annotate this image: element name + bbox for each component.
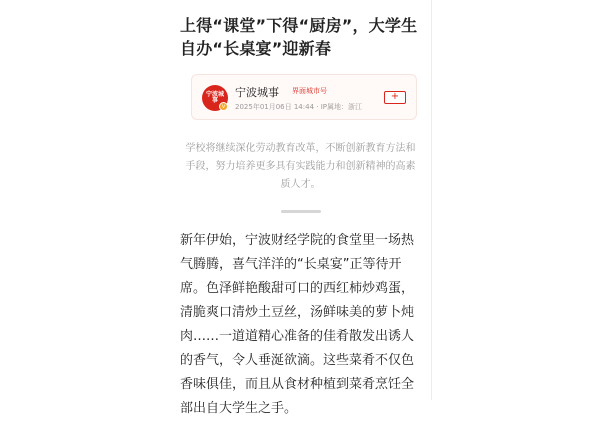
follow-button[interactable]: +	[384, 91, 406, 104]
section-divider	[281, 210, 321, 213]
author-card[interactable]	[191, 74, 417, 120]
article-paragraph: 新年伊始，宁波财经学院的食堂里一场热气腾腾，喜气洋洋的“长桌宴”正等待开席。色泽鲜艳酸甜可口的西红柿炒鸡蛋，清脆爽口清炒土豆丝，汤鲜味美的萝卜炖肉……一道道精心准备的佳肴散发出诱人的香气，令人垂涎欲滴。这些菜肴不仅色香味俱佳，而且从食材种植到菜肴烹饪全部出自大学生之手。	[180, 233, 415, 416]
avatar-logo-text: 宁波城事	[205, 91, 224, 104]
article-summary: 学校将继续深化劳动教育改革，不断创新教育方法和手段，努力培养更多具有实践能力和创新精神的高素质人才。	[185, 143, 416, 190]
publish-meta: 2025年01月06日 14:44 · IP属地：浙江	[235, 103, 362, 111]
author-tag: 界面城市号	[292, 87, 327, 95]
author-name[interactable]: 宁波城事	[235, 86, 279, 99]
right-blank-panel	[431, 0, 600, 400]
verified-badge-icon: v	[219, 102, 228, 111]
left-blank-panel	[0, 0, 170, 400]
article-title: 上得“课堂”下得“厨房”，大学生自办“长桌宴”迎新春	[180, 16, 418, 58]
article-panel	[170, 0, 431, 416]
